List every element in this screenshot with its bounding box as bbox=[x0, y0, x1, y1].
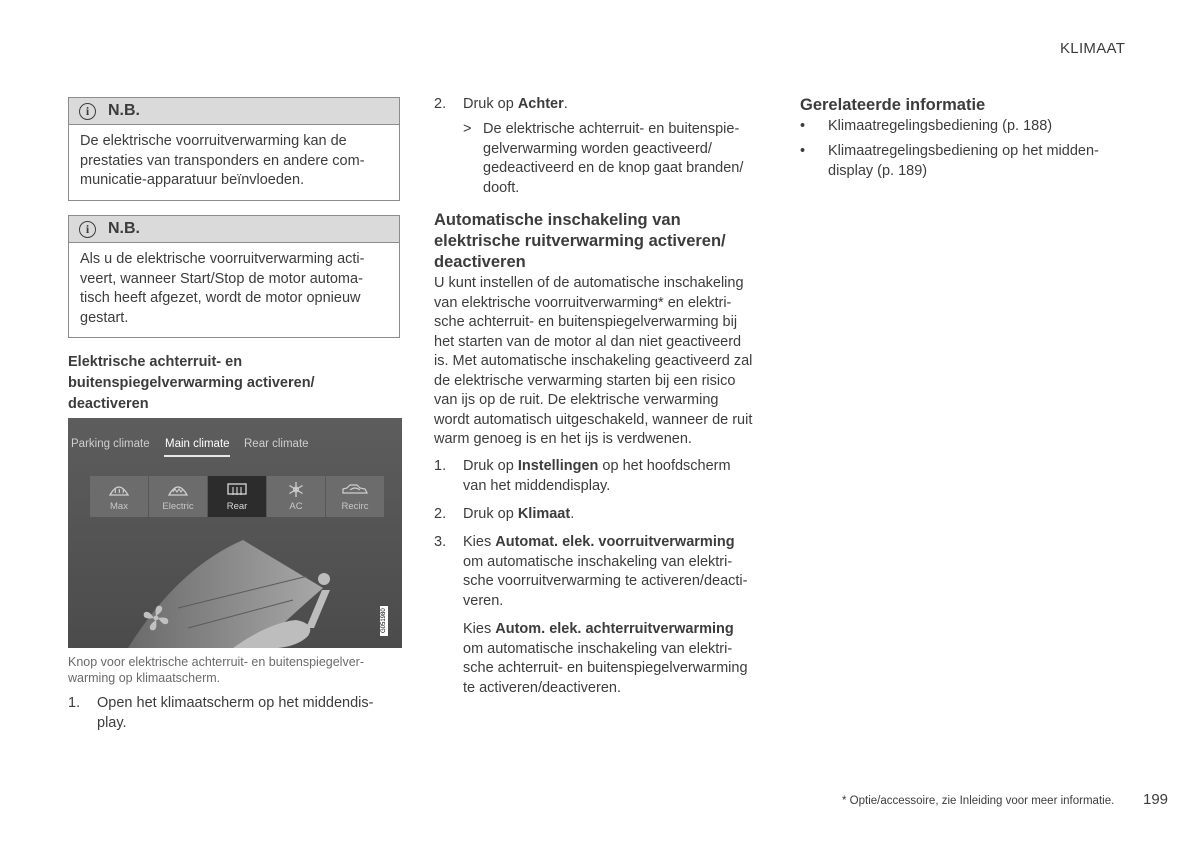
note-line: Als u de elektrische voorruitverwarming acti- bbox=[80, 251, 365, 267]
result-line: gelverwarming worden geactiveerd/ bbox=[483, 140, 712, 157]
note-line: tisch heeft afgezet, wordt de motor opnieuw bbox=[80, 290, 361, 306]
climate-button-row bbox=[90, 476, 384, 517]
paragraph-line: het starten van de motor al dan niet geactiveerd bbox=[434, 333, 742, 350]
step-keyword: Achter bbox=[517, 96, 564, 112]
rear-heat-button bbox=[208, 476, 266, 517]
defrost-max-icon bbox=[107, 481, 131, 498]
note-line: prestaties van transponders en andere com- bbox=[80, 152, 365, 169]
heading-line: elektrische ruitverwarming activeren/ bbox=[434, 232, 726, 250]
step-suffix: . bbox=[570, 506, 575, 522]
section-header: KLIMAAT bbox=[1060, 40, 1126, 57]
step-text bbox=[463, 95, 568, 115]
footnote: * Optie/accessoire, zie Inleiding voor meer informatie. bbox=[842, 795, 1115, 807]
step-suffix: op het hoofdscherm bbox=[598, 458, 731, 474]
step-suffix: . bbox=[563, 96, 568, 112]
step-number: 1. bbox=[68, 695, 81, 711]
result-text bbox=[483, 120, 743, 198]
step-line: veren. bbox=[463, 592, 504, 609]
note-title: N.B. bbox=[108, 102, 140, 119]
button-label: Recirc bbox=[341, 501, 369, 512]
step-line: sche voorruitverwarming te activeren/deacti- bbox=[463, 573, 748, 589]
step-prefix: Druk op bbox=[463, 458, 518, 474]
step-prefix: Kies bbox=[463, 534, 496, 550]
electric-heat-button bbox=[149, 476, 207, 517]
note-line: De elektrische voorruitverwarming kan de bbox=[80, 133, 347, 149]
step-line: van het middendisplay. bbox=[463, 477, 611, 494]
bullet: • bbox=[800, 143, 806, 159]
recirc-button bbox=[326, 476, 384, 517]
result-line: gedeactiveerd en de knop gaat branden/ bbox=[483, 160, 744, 176]
snowflake-icon bbox=[284, 481, 308, 498]
climate-screen-image bbox=[68, 418, 402, 648]
step-prefix: Druk op bbox=[463, 96, 518, 112]
step-line: te activeren/deactiveren. bbox=[463, 679, 621, 696]
related-link-text bbox=[828, 142, 1099, 181]
subheading-line: deactiveren bbox=[68, 396, 149, 412]
paragraph-line: sche achterruit- en buitenspiegelverwarming bij bbox=[434, 314, 738, 330]
step-text bbox=[463, 533, 747, 611]
caption-line: Knop voor elektrische achterruit- en buitenspiegelver- bbox=[68, 655, 364, 669]
heading-line: Automatische inschakeling van bbox=[434, 211, 681, 229]
note-body bbox=[69, 125, 399, 200]
step-prefix: Kies bbox=[463, 621, 496, 637]
step-text bbox=[463, 505, 574, 525]
note-header bbox=[69, 98, 399, 125]
note-header bbox=[69, 216, 399, 243]
body-paragraph bbox=[434, 274, 779, 450]
max-defrost-button bbox=[90, 476, 148, 517]
note-title: N.B. bbox=[108, 220, 140, 237]
bullet: • bbox=[800, 118, 806, 134]
step-line: play. bbox=[97, 714, 127, 731]
section-subheading bbox=[68, 352, 315, 415]
step-text bbox=[463, 457, 731, 496]
step-number: 2. bbox=[434, 506, 447, 522]
page-number: 199 bbox=[1143, 791, 1169, 808]
step-line: Open het klimaatscherm op het middendis- bbox=[97, 695, 374, 711]
result-line: De elektrische achterruit- en buitenspie- bbox=[483, 121, 740, 137]
result-marker: > bbox=[463, 121, 472, 137]
recirculation-icon bbox=[340, 481, 370, 498]
paragraph-line: van ijs op de ruit. De elektrische verwarming bbox=[434, 392, 719, 408]
paragraph-line: U kunt instellen of de automatische inschakeling bbox=[434, 275, 744, 291]
button-label: Electric bbox=[162, 501, 194, 512]
section-heading bbox=[434, 210, 726, 273]
button-label: Rear bbox=[226, 501, 248, 512]
step-number: 2. bbox=[434, 96, 447, 112]
step-number: 1. bbox=[434, 458, 447, 474]
active-tab-underline bbox=[164, 455, 230, 457]
info-icon: i bbox=[79, 103, 96, 120]
note-line: veert, wanneer Start/Stop de motor automa- bbox=[80, 270, 363, 287]
seat-illustration bbox=[68, 528, 402, 648]
related-info-heading: Gerelateerde informatie bbox=[800, 96, 986, 114]
step-line: om automatische inschakeling van elektri- bbox=[463, 640, 733, 657]
step-text bbox=[97, 694, 373, 733]
image-code: G051980 bbox=[380, 606, 388, 636]
subheading-line: Elektrische achterruit- en bbox=[68, 354, 243, 370]
paragraph-line: van elektrische voorruitverwarming* en elektri- bbox=[434, 294, 732, 311]
button-label: AC bbox=[289, 501, 303, 512]
step-keyword: Automat. elek. voorruitverwarming bbox=[495, 534, 735, 550]
step-line: sche achterruit- en buitenspiegelverwarming bbox=[463, 660, 748, 676]
step-line: om automatische inschakeling van elektri- bbox=[463, 553, 733, 570]
paragraph-line: warm genoeg is en het ijs is verdwenen. bbox=[434, 431, 692, 447]
tab-main-climate: Main climate bbox=[165, 438, 230, 450]
step-keyword: Autom. elek. achterruitverwarming bbox=[495, 621, 734, 637]
result-line: dooft. bbox=[483, 179, 520, 196]
alternative-step bbox=[463, 620, 783, 698]
info-icon: i bbox=[79, 221, 96, 238]
figure-caption bbox=[68, 654, 364, 686]
tab-rear-climate: Rear climate bbox=[244, 438, 309, 450]
rear-window-heat-icon bbox=[225, 481, 249, 498]
related-link-text bbox=[828, 117, 1052, 137]
step-prefix: Druk op bbox=[463, 506, 518, 522]
step-number: 3. bbox=[434, 534, 447, 550]
note-box bbox=[68, 97, 400, 201]
link-line: Klimaatregelingsbediening op het midden- bbox=[828, 143, 1099, 159]
note-body bbox=[69, 243, 399, 337]
link-line: Klimaatregelingsbediening (p. 188) bbox=[828, 118, 1053, 134]
paragraph-line: wordt automatisch uitgeschakeld, wanneer de ruit bbox=[434, 411, 753, 428]
note-box bbox=[68, 215, 400, 338]
paragraph-line: is. Met automatische inschakeling geactiveerd zal bbox=[434, 353, 753, 369]
button-label: Max bbox=[110, 501, 128, 512]
link-line: display (p. 189) bbox=[828, 162, 928, 179]
note-line: municatie-apparatuur beïnvloeden. bbox=[80, 172, 305, 188]
subheading-line: buitenspiegelverwarming activeren/ bbox=[68, 375, 315, 391]
windshield-heat-icon bbox=[166, 481, 190, 498]
note-line: gestart. bbox=[80, 309, 129, 326]
tab-parking-climate: Parking climate bbox=[71, 438, 150, 450]
heading-line: deactiveren bbox=[434, 253, 526, 271]
caption-line: warming op klimaatscherm. bbox=[68, 671, 221, 685]
step-keyword: Klimaat bbox=[517, 506, 571, 522]
ac-button bbox=[267, 476, 325, 517]
step-keyword: Instellingen bbox=[517, 458, 599, 474]
paragraph-line: de elektrische verwarming starten bij een risico bbox=[434, 372, 736, 389]
